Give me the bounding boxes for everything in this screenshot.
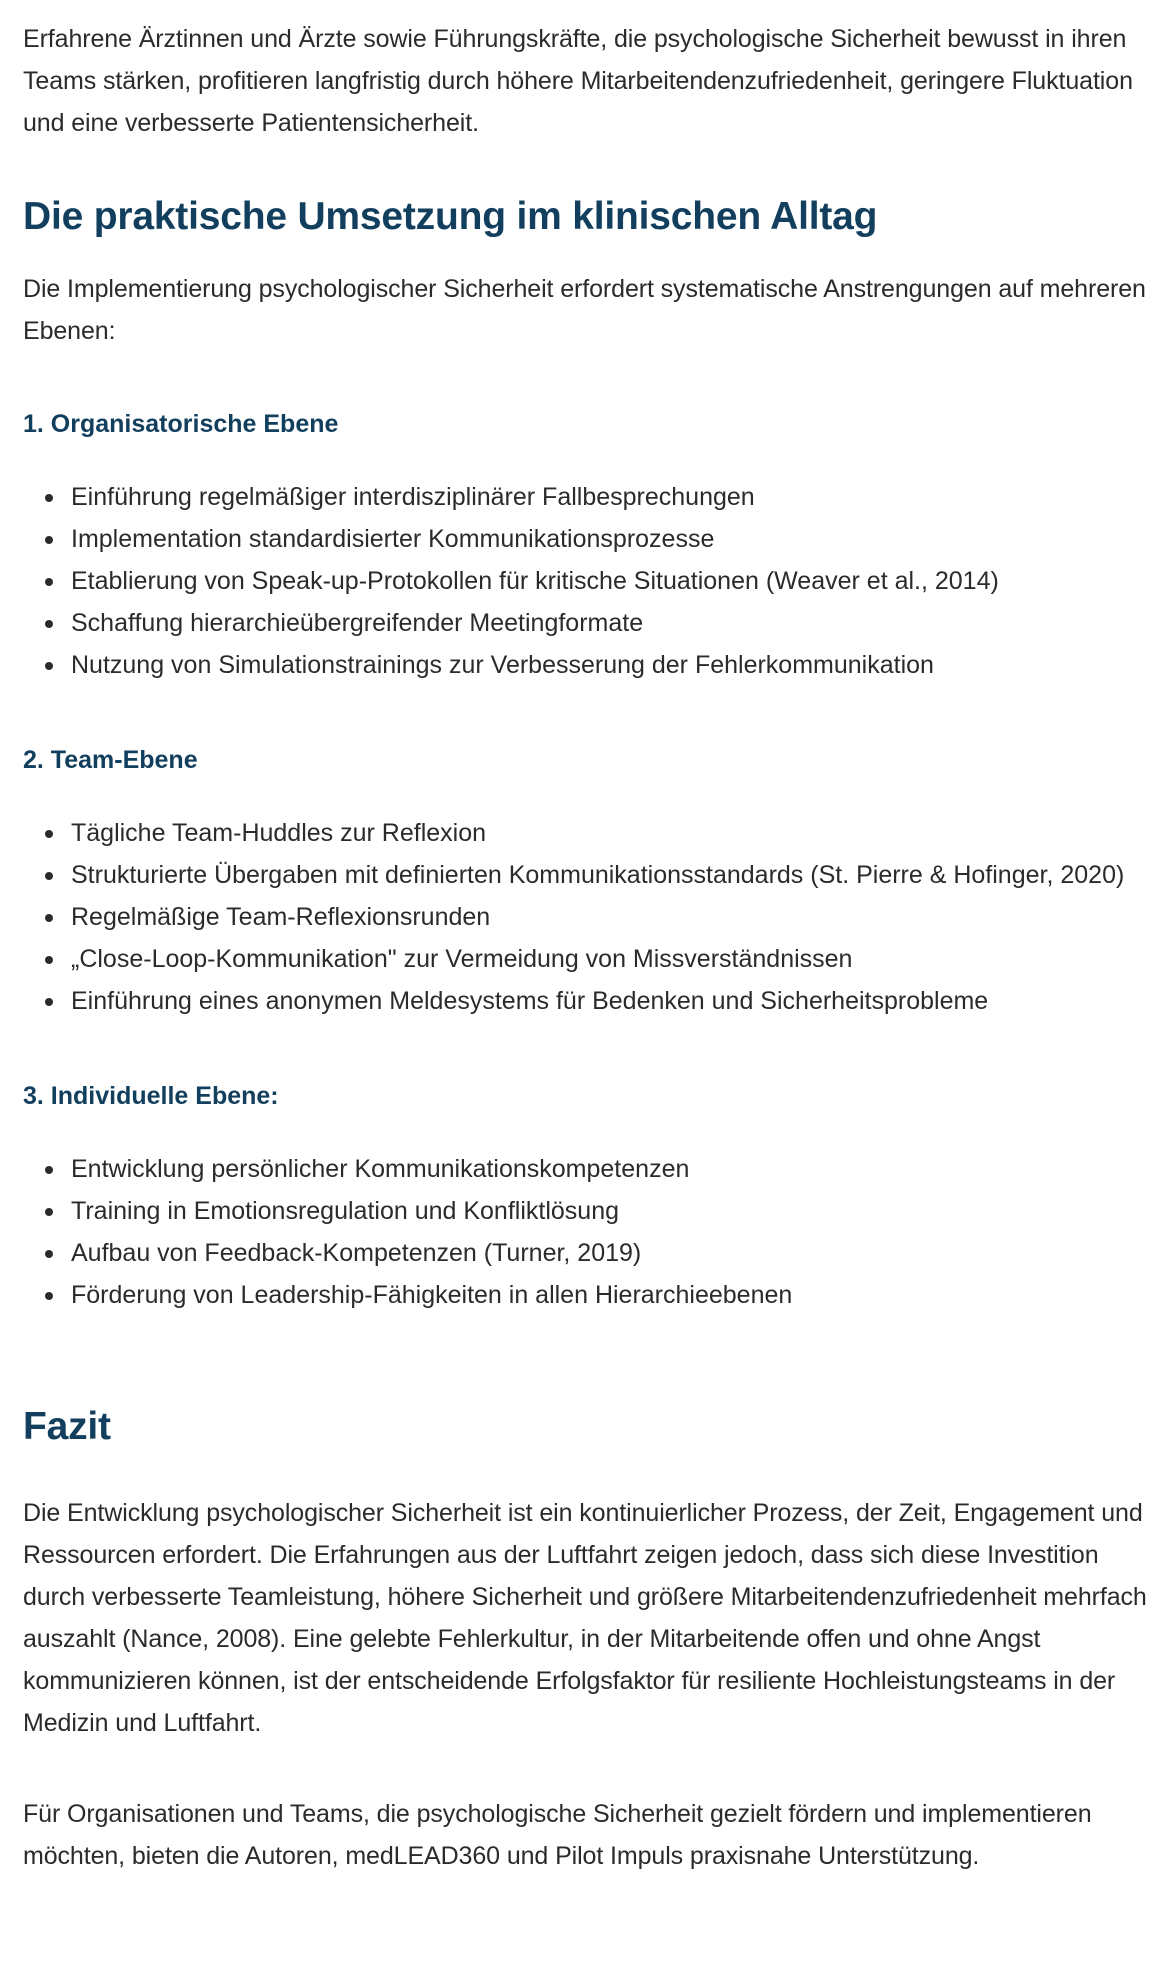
level-heading-organizational: 1. Organisatorische Ebene [23,410,339,438]
level-heading-individual: 3. Individuelle Ebene: [23,1082,279,1110]
list-item: Förderung von Leadership-Fähigkeiten in allen Hierarchieebenen [71,1274,1153,1316]
list-item: Einführung eines anonymen Meldesystems für Bedenken und Sicherheitsprobleme [71,980,1153,1022]
list-item: Aufbau von Feedback-Kompetenzen (Turner, 2019) [71,1232,1153,1274]
section-heading-practice: Die praktische Umsetzung im klinischen Alltag [23,195,878,238]
list-item: Einführung regelmäßiger interdisziplinärer Fallbesprechungen [71,476,1153,518]
list-item: Tägliche Team-Huddles zur Reflexion [71,812,1153,854]
practice-lead-paragraph: Die Implementierung psychologischer Sicherheit erfordert systematische Anstrengungen auf mehreren Ebenen: [23,275,1146,345]
intro-paragraph: Erfahrene Ärztinnen und Ärzte sowie Führungskräfte, die psychologische Sicherheit bewusst in ihren Teams stärken, profitieren langfristig durch höhere Mitarbeitendenzufriedenheit, geringere Fluktuation und eine verbesserte Patientensicherheit. [23,25,1133,137]
support-paragraph: Für Organisationen und Teams, die psychologische Sicherheit gezielt fördern und implementieren möchten, bieten die Autoren, medLEAD360 und Pilot Impuls praxisnahe Unterstützung. [23,1800,1092,1870]
list-item: Schaffung hierarchieübergreifender Meetingformate [71,602,1153,644]
list-item: Strukturierte Übergaben mit definierten Kommunikationsstandards (St. Pierre & Hofinger, 2020) [71,854,1153,896]
list-item: Training in Emotionsregulation und Konfliktlösung [71,1190,1153,1232]
individual-list [23,1148,1153,1316]
list-item: Entwicklung persönlicher Kommunikationskompetenzen [71,1148,1153,1190]
list-item: Implementation standardisierter Kommunikationsprozesse [71,518,1153,560]
conclusion-paragraph: Die Entwicklung psychologischer Sicherheit ist ein kontinuierlicher Prozess, der Zeit, Engagement und Ressourcen erfordert. Die Erfahrungen aus der Luftfahrt zeigen jedoch, dass sich diese Investition durch verbesserte Teamleistung, höhere Sicherheit und größere Mitarbeitendenzufriedenheit mehrfach auszahlt (Nance, 2008). Eine gelebte Fehlerkultur, in der Mitarbeitende offen und ohne Angst kommunizieren können, ist der entscheidende Erfolgsfaktor für resiliente Hochleistungsteams in der Medizin und Luftfahrt. [23,1499,1147,1737]
level-heading-team: 2. Team-Ebene [23,746,198,774]
list-item: Nutzung von Simulationstrainings zur Verbesserung der Fehlerkommunikation [71,644,1153,686]
list-item: „Close-Loop-Kommunikation" zur Vermeidung von Missverständnissen [71,938,1153,980]
section-heading-conclusion: Fazit [23,1405,111,1448]
organizational-list [23,476,1153,686]
list-item: Regelmäßige Team-Reflexionsrunden [71,896,1153,938]
list-item: Etablierung von Speak-up-Protokollen für kritische Situationen (Weaver et al., 2014) [71,560,1153,602]
team-list [23,812,1153,1022]
